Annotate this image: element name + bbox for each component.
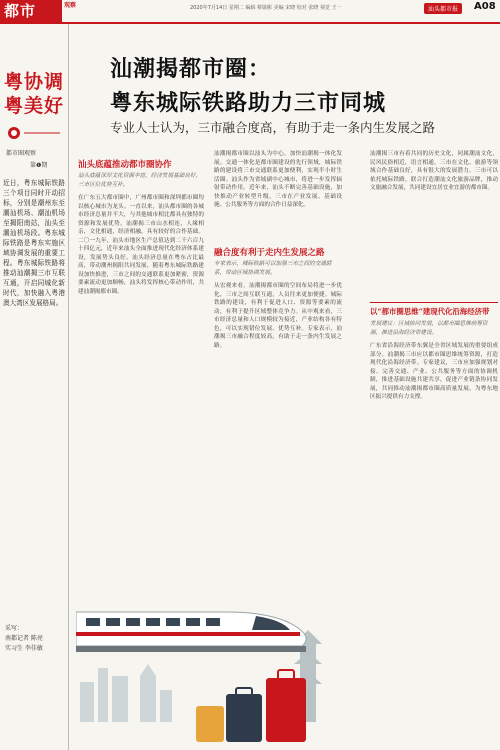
- section-1-body: 在广东五大都市圈中，广州都市圈和深圳都市圈均以核心城市为龙头。一直以来，汕头都市圈的各城市经济总量并不大，与其他城市相比都具有独特的资源和发展优势。汕潮揭三市山水相连，人缘相亲，文化相通，经济相融，具有较好的合作基础。二〇一九年，汕头市地区生产总值达到二千六百九十四亿元，近年来汕头全面推进现代化经济体系建设，发展势头良好。汕头经济总量在粤东占比最高，带动潮州揭阳共同发展。随着粤东城际铁路建设加快推进，三市之间的交通联系更加紧密，资源要素流动更加顺畅，汕头将发挥核心带动作用，共建汕潮揭都市圈。: [78, 195, 204, 295]
- suitcase-group: [196, 670, 306, 742]
- slogan: [4, 70, 64, 118]
- section-5-subtitle: 发展建议：区域协同发展，以都市圈思维统筹资源，推进沿海经济带建设。: [370, 321, 488, 336]
- decoration-icon: [6, 122, 62, 144]
- page-number: A08: [474, 1, 496, 12]
- slogan-line-1: 粤协调: [4, 71, 65, 93]
- masthead-rule: [0, 22, 500, 24]
- section-3-subtitle: 专家表示，城际铁路可以加强三市之间的交通联系，带动区域协调发展。: [214, 261, 332, 276]
- section-subtitle: 观察: [64, 2, 77, 9]
- slogan-line-2: 粤美好: [4, 95, 65, 117]
- section-title: 都市: [0, 0, 62, 22]
- credits-label: 采写：: [5, 625, 24, 632]
- section-5-title: 以“都市圈思维”建现代化沿海经济带: [370, 307, 490, 316]
- credits: [5, 624, 43, 654]
- section-1-title: 汕头底蕴推动都市圈协作: [78, 160, 172, 170]
- column-name: 都市圈观察: [6, 150, 37, 157]
- deck: 专业人士认为，三市融合度高，有助于走一条内生发展之路: [110, 120, 436, 135]
- credits-intern: 实习生 李佳敏: [5, 645, 43, 652]
- issue-meta: 2020年7月14日 星期二 编辑 蔡镇彬 美编 宋晓 校对 张晓 视觉 王一: [190, 5, 342, 11]
- train-illustration: [76, 432, 338, 750]
- section-3-body: 从宏观来看，汕潮揭都市圈的空间布局将进一步优化，三市之间互联互通，人员往来更加便捷。城际铁路的建设，有利于促进人口、资源等要素的流动，有利于提升区域整体竞争力。从中观来看，三市经济总量和人口规模较为接近，产业结构各有特色，可以实现错位发展、优势互补。专家表示，汕潮揭三市融合程度较高，有助于走一条内生发展之路。: [214, 283, 342, 349]
- section-5-rule: [370, 302, 498, 303]
- train: [76, 612, 306, 652]
- left-column: [0, 24, 69, 750]
- city-skyline: [80, 664, 172, 722]
- masthead: [0, 0, 500, 22]
- credits-reporter: 南都记者 陈亮: [5, 635, 43, 642]
- section-3-title: 融合度有利于走内生发展之路: [214, 248, 325, 258]
- headline-line-1: 汕潮揭都市圈：: [110, 56, 272, 82]
- headline-line-2: 粤东城际铁路助力三市同城: [110, 90, 387, 116]
- editorial-text: 近日，粤东城际铁路三个项目同时开动招标，分别是潮州东至潮汕机场、潮汕机场至揭阳南站，汕头至潮汕机场段。粤东城际铁路是粤东实施区域协调发展的重要工程。粤东城际铁路将推动汕潮揭三市互联互通，开启同城化新时代，加快融入粤港澳大湾区发展格局。: [3, 179, 65, 307]
- section-4-body: 汕潮揭三市有着共同的历史文化，同属潮汕文化，民风民俗相近，语言相通。三市在文化、旅游等领域合作基础良好，具有很大的发展潜力。三市可以依托城际铁路，联合打造潮汕文化旅游品牌，推动文旅融合发展，共同建设宜居宜业宜游的都市圈。: [370, 151, 498, 191]
- section-1-subtitle: 汕头底蕴深厚文化资源丰富，经济发展基础良好，三市区位优势互补。: [78, 173, 202, 188]
- section-2-body: 汕潮揭都市圈以汕头为中心，加快汕潮揭一体化发展。交通一体化是都市圈建设的先行领域，城际铁路的建设将三市交通联系更加便利，实现半小时生活圈。汕头作为省域副中心城市，将进一步发挥辐射带动作用。近年来，汕头不断完善基础设施，加快推动产业转型升级，三市在产业发展、基础设施、公共服务等方面的合作日益深化。: [214, 151, 342, 208]
- paper-tag: 汕头都市报: [424, 3, 462, 14]
- section-5-body: 广东省沿海经济带东翼是全省区域发展的重要组成部分。汕潮揭三市应以都市圈思维统筹资源，打造现代化沿海经济带。专家建议，三市应加强规划对接，完善交通、产业、公共服务等方面的协调机制，推进基础设施共建共享，促进产业链条协同发展，共同推动汕潮揭都市圈高质量发展，为粤东地区振兴提供有力支撑。: [370, 343, 498, 400]
- issue-number: 第❶期: [30, 162, 48, 169]
